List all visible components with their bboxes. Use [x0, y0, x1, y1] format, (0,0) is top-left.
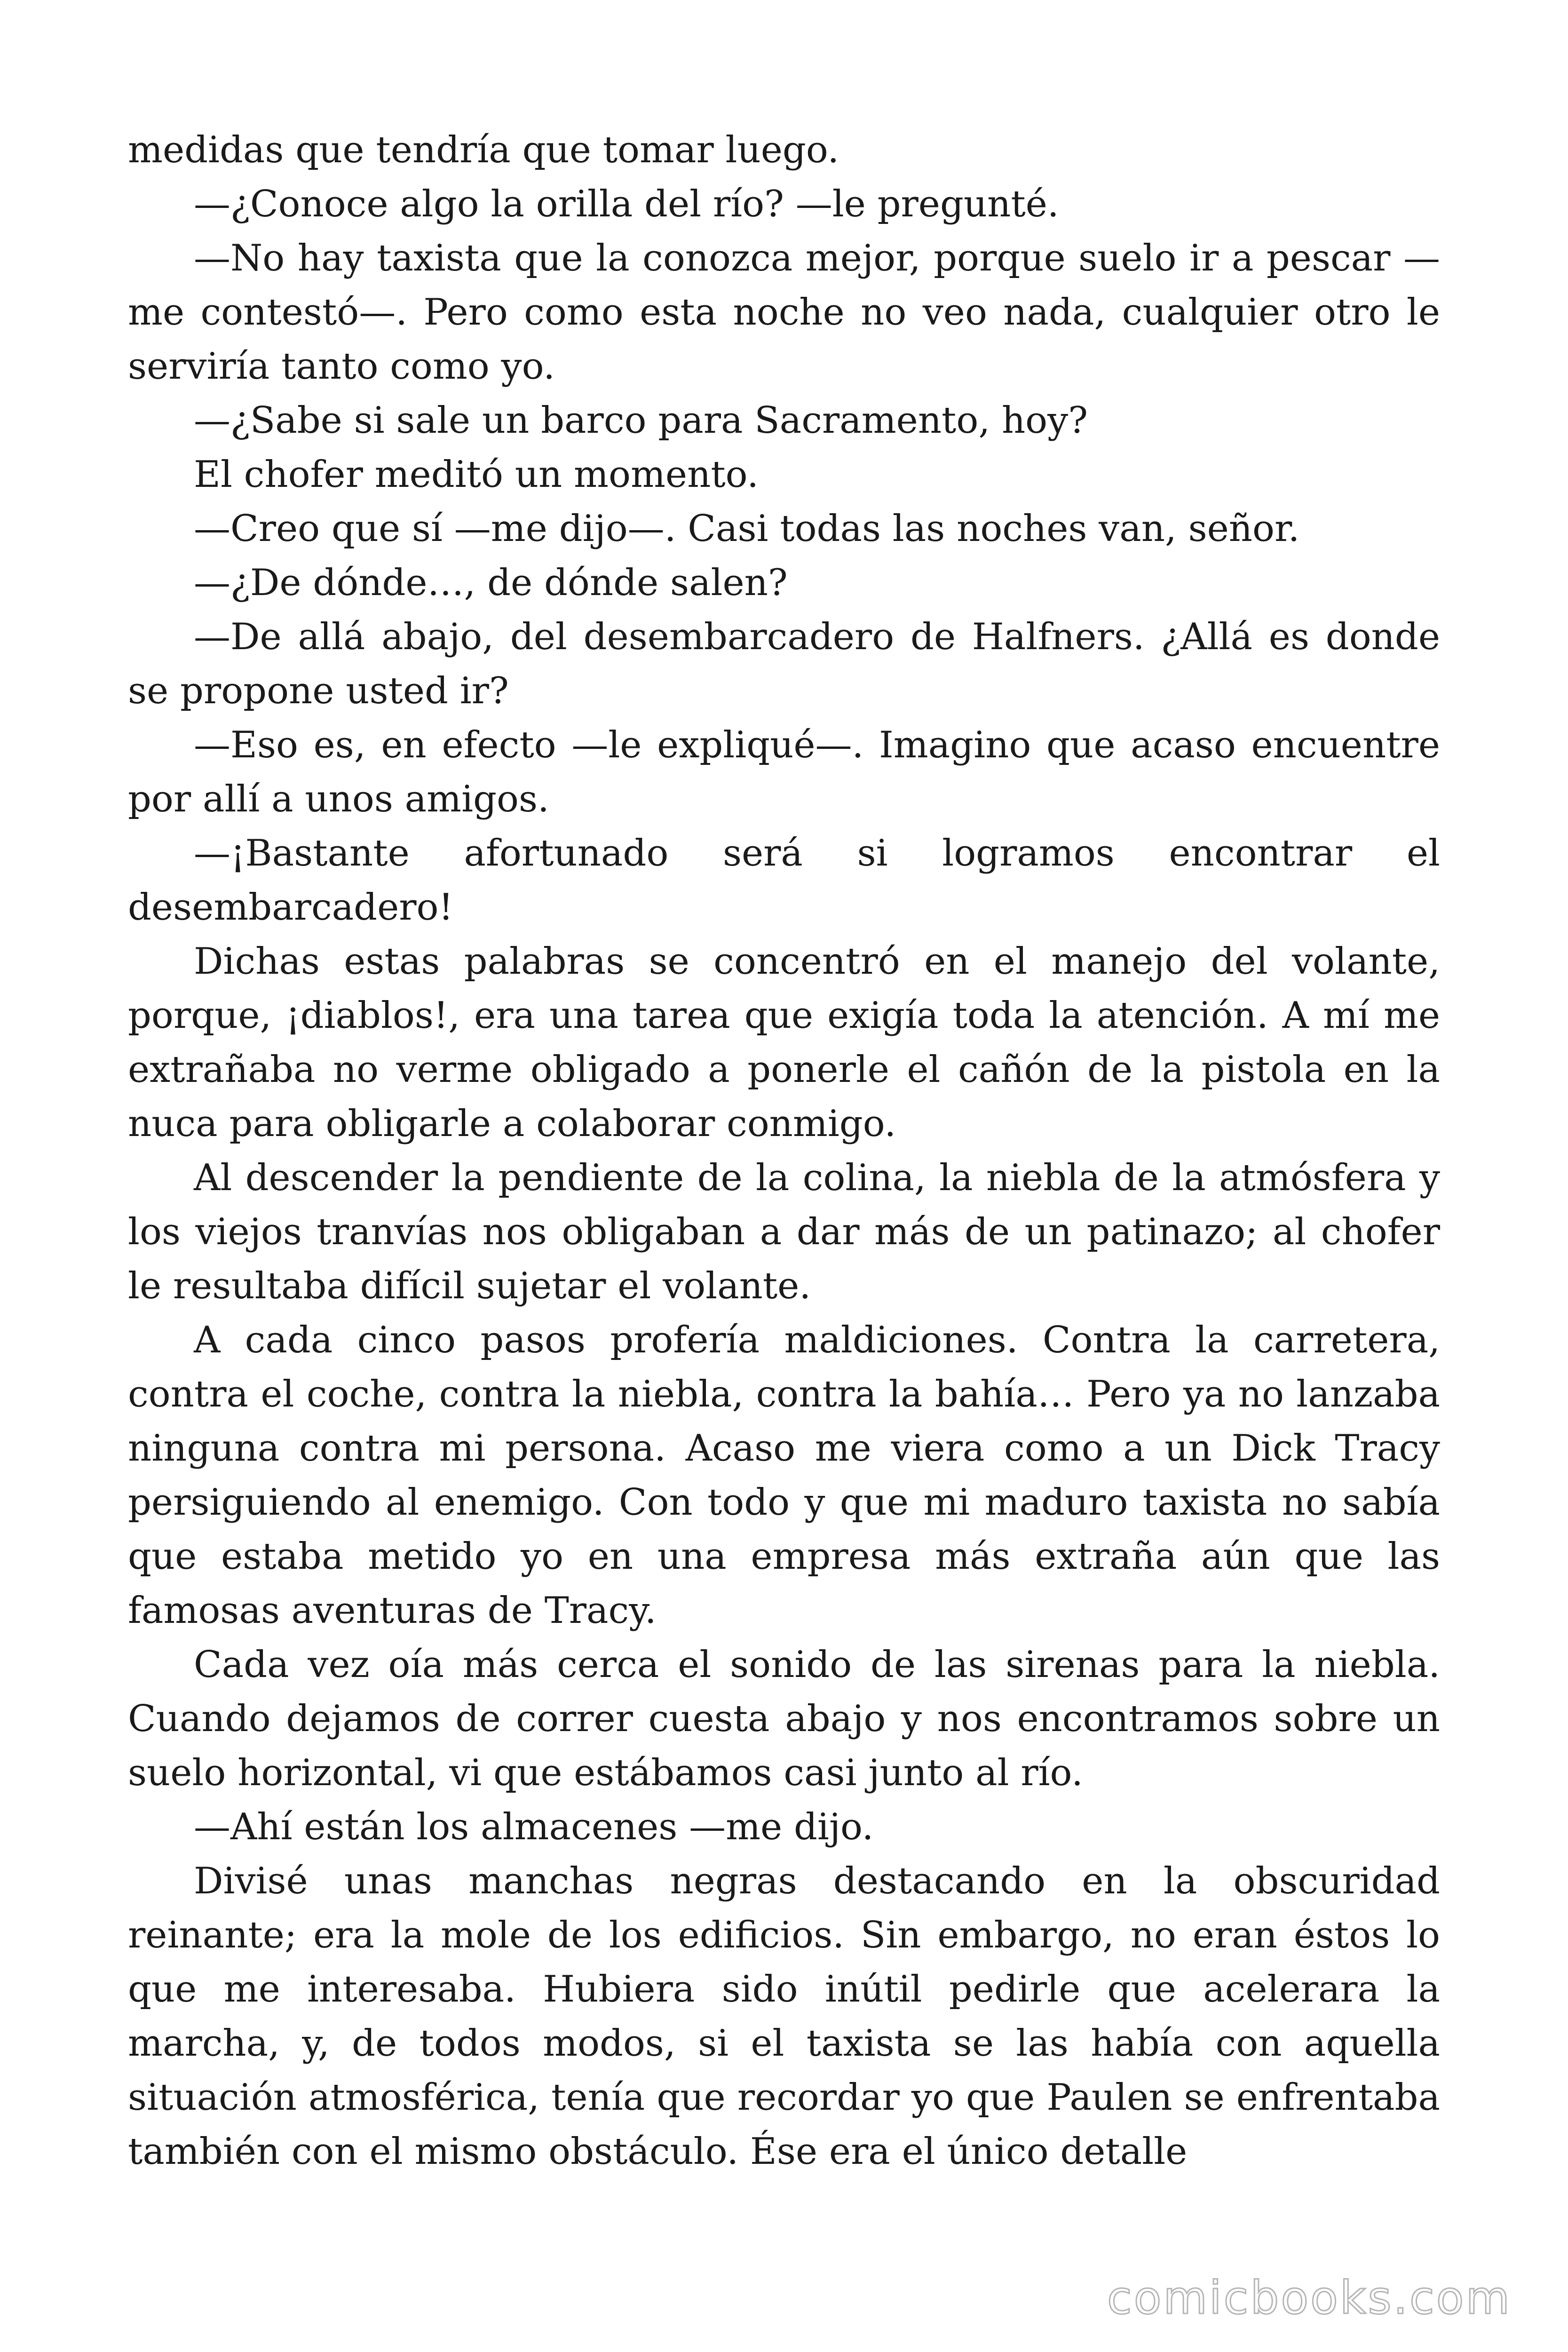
paragraph-4: —¿Sabe si sale un barco para Sacramento, hoy?: [194, 399, 1088, 442]
watermark: comicbooks.com: [1107, 2272, 1512, 2324]
paragraph-11: Dichas estas palabras se concentró en el manejo del volante, porque, ¡diablos!, era una tarea que exigía toda la atención. A mí me extrañaba no verme obligado a ponerle el cañón de la pistola en la nuca para obligarle a colaborar conmigo.: [128, 940, 1440, 1145]
paragraph-3: —No hay taxista que la conozca mejor, porque suelo ir a pescar —me contestó—. Pero como esta noche no veo nada, cualquier otro le serviría tanto como yo.: [128, 237, 1440, 388]
paragraph-14: Cada vez oía más cerca el sonido de las sirenas para la niebla. Cuando dejamos de correr cuesta abajo y nos encontramos sobre un suelo horizontal, vi que estábamos casi junto al río.: [128, 1644, 1440, 1794]
paragraph-9: —Eso es, en efecto —le expliqué—. Imagino que acaso encuentre por allí a unos amigos.: [128, 724, 1440, 820]
paragraph-10: —¡Bastante afortunado será si logramos encontrar el desembarcadero!: [128, 832, 1440, 929]
paragraph-8: —De allá abajo, del desembarcadero de Halfners. ¿Allá es donde se propone usted ir?: [128, 616, 1440, 712]
page-body: [128, 123, 1440, 2179]
paragraph-15: —Ahí están los almacenes —me dijo.: [194, 1806, 874, 1848]
paragraph-1: medidas que tendría que tomar luego.: [128, 129, 839, 171]
paragraph-12: Al descender la pendiente de la colina, la niebla de la atmósfera y los viejos tranvías nos obligaban a dar más de un patinazo; al chofer le resultaba difícil sujetar el volante.: [128, 1157, 1440, 1307]
paragraph-7: —¿De dónde…, de dónde salen?: [194, 562, 788, 604]
paragraph-6: —Creo que sí —me dijo—. Casi todas las noches van, señor.: [194, 508, 1300, 550]
paragraph-13: A cada cinco pasos profería maldiciones. Contra la carretera, contra el coche, contra la niebla, contra la bahía… Pero ya no lanzaba ninguna contra mi persona. Acaso me viera como a un Dick Tracy persiguiendo al enemigo. Con todo y que mi maduro taxista no sabía que estaba metido yo en una empresa más extraña aún que las famosas aventuras de Tracy.: [128, 1319, 1440, 1632]
paragraph-5: El chofer meditó un momento.: [194, 453, 759, 496]
paragraph-2: —¿Conoce algo la orilla del río? —le pregunté.: [194, 183, 1059, 225]
paragraph-16: Divisé unas manchas negras destacando en la obscuridad reinante; era la mole de los edificios. Sin embargo, no eran éstos lo que me interesaba. Hubiera sido inútil pedirle que acelerara la marcha, y, de todos modos, si el taxista se las había con aquella situación atmosférica, tenía que recordar yo que Paulen se enfrentaba también con el mismo obstáculo. Ése era el único detalle: [128, 1860, 1440, 2173]
